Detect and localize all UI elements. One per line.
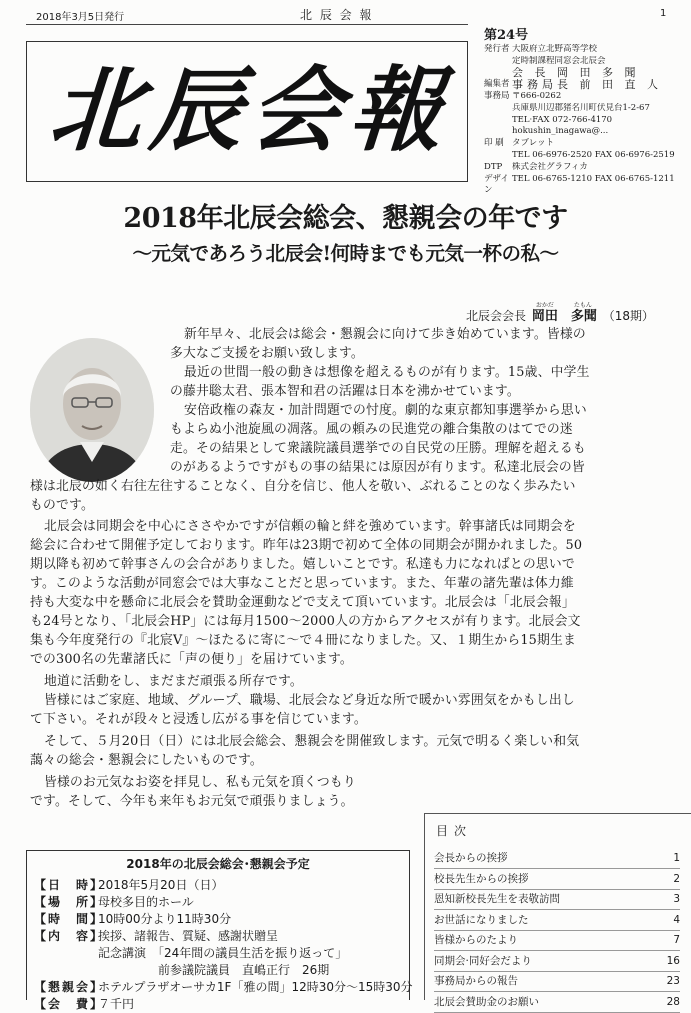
toc-item-title: 北辰会賛助金のお願い xyxy=(434,995,539,1008)
publisher-info-value: 会 長 岡 田 多 聞 xyxy=(512,67,640,80)
schedule-row-value: 母校多目的ホール xyxy=(98,895,194,909)
publisher-info-key xyxy=(484,103,512,115)
body-line: 皆様のお元気なお姿を拝見し、私も元気を頂くつもり xyxy=(44,775,356,790)
publisher-info-value: 大阪府立北野高等学校 xyxy=(512,43,598,54)
toc-item[interactable] xyxy=(434,930,680,951)
author-role: 北辰会会長 xyxy=(466,309,527,323)
toc-item-page: 3 xyxy=(673,893,680,905)
body-line: です。そして、今年も来年もお元気で頑張りましょう。 xyxy=(30,794,354,809)
publisher-info-key xyxy=(484,126,512,138)
schedule-row-value: 前参議院議員 直嶋正行 26期 xyxy=(98,963,330,977)
toc-item-title: 恩知新校長先生を表敬訪問 xyxy=(434,893,560,905)
toc-item-page: 4 xyxy=(673,913,680,926)
body-line: 総会に合わせて開催予定しております。昨年は23期で初めて全体の同期会が開かれました。50 xyxy=(30,538,583,553)
toc-item[interactable] xyxy=(434,910,680,931)
publisher-info-value: 定時制課程同窓会北辰会 xyxy=(512,55,606,66)
publisher-info-row xyxy=(484,126,684,138)
publisher-info-value: hokushin_inagawa@... xyxy=(512,126,609,137)
schedule-row-key: 【場 所】 xyxy=(34,895,105,909)
publisher-info-row xyxy=(484,150,684,162)
toc-item-title: お世話になりました xyxy=(434,913,529,926)
author-byline xyxy=(466,302,654,324)
body-line: 新年早々、北辰会は総会・懇親会に向けて歩き始めています。皆様の xyxy=(184,327,586,342)
author-ruby-given: たもん xyxy=(573,302,592,309)
schedule-row xyxy=(34,945,347,962)
body-line: も24号となり、「北辰会HP」には毎月1500～2000人の方からアクセスが有ります。北辰会文 xyxy=(30,614,581,629)
publisher-info-key: 発行者 xyxy=(484,43,510,54)
body-line: もよらぬ小池旋風の凋落。風の頼みの民進党の離合集散のはてでの迷 xyxy=(170,422,573,437)
schedule-row-key: 【内 容】 xyxy=(34,929,105,943)
schedule-row-value: 10時00分より11時30分 xyxy=(98,912,232,926)
toc-item-page: 16 xyxy=(666,954,680,967)
publisher-info-key xyxy=(484,67,512,79)
masthead-title: 北辰会報 xyxy=(46,56,454,164)
toc-item-page: 1 xyxy=(673,852,680,864)
schedule-row-value: 記念講演 「24年間の議員生活を振り返って」 xyxy=(98,946,348,960)
schedule-row-key: 【日 時】 xyxy=(34,878,105,892)
toc-item[interactable] xyxy=(434,951,680,972)
toc-item[interactable] xyxy=(434,869,680,890)
body-line: の藤井聡太君、張本智和君の活躍は日本を沸かせています。 xyxy=(170,384,520,399)
publisher-info-value: 〒666-0262 xyxy=(512,90,562,101)
schedule-row xyxy=(34,911,231,928)
publisher-info-row xyxy=(484,91,684,103)
publisher-info-key: 事務局 xyxy=(484,90,510,101)
toc-item-page: 2 xyxy=(673,872,680,885)
body-line: 多大なご支援をお願い致します。 xyxy=(170,346,364,361)
toc-title: 目次 xyxy=(436,824,473,838)
publisher-info-value: 株式会社グラフィカ xyxy=(512,161,588,172)
body-line: 北辰会は同期会を中心にささやかですが信頼の輪と絆を強めています。幹事諸氏は同期会を xyxy=(44,519,576,534)
toc-item-title: 皆様からのたより xyxy=(434,934,518,946)
body-line: 集も今年度発行の『北宸V』～ほたるに寄に～で４冊になりました。又、１期生から15期生ま xyxy=(30,633,576,648)
body-line: そして、５月20日（日）には北辰会総会、懇親会を開催致します。元気で明るく楽しい和気 xyxy=(44,734,580,749)
toc-item[interactable] xyxy=(434,992,680,1013)
schedule-row-key: 【時 間】 xyxy=(34,912,105,926)
body-line: のがあるようですがもの事の結果には原因が有ります。私達北辰会の皆 xyxy=(170,460,585,475)
toc-item-title: 校長先生からの挨拶 xyxy=(434,872,529,885)
body-line: ものです。 xyxy=(30,498,94,513)
publisher-info-row xyxy=(484,138,684,150)
toc-item-page: 7 xyxy=(673,934,680,946)
schedule-row-value: 2018年5月20日（日） xyxy=(98,878,224,892)
publisher-info-value: TEL 06-6765-1210 FAX 06-6765-1211 xyxy=(512,173,675,184)
publisher-info-row xyxy=(484,67,684,79)
publisher-info-value: タブレット xyxy=(512,138,555,149)
schedule-row-value: 挨拶、諸報告、質疑、感謝状贈呈 xyxy=(98,929,279,943)
issue-date: 2018年3月5日発行 xyxy=(36,12,125,23)
schedule-row-value: ホテルプラザオーサカ1F「雅の間」12時30分～15時30分 xyxy=(98,980,413,994)
toc-item-title: 同期会·同好会だより xyxy=(434,954,532,967)
toc-item-title: 事務局からの報告 xyxy=(434,975,518,987)
toc-item[interactable] xyxy=(434,971,680,992)
body-line: 地道に活動をし、まだまだ頑張る所存です。 xyxy=(44,674,303,689)
publisher-info-key: デザイン xyxy=(484,173,509,196)
toc-item-title: 会長からの挨拶 xyxy=(434,852,508,864)
schedule-row-key: 【懇親会】 xyxy=(34,980,105,994)
publisher-info-key: 編集者 xyxy=(484,79,510,90)
schedule-row xyxy=(34,877,223,894)
schedule-row-key xyxy=(34,962,98,979)
publisher-info-row xyxy=(484,174,684,198)
publisher-info-row xyxy=(484,162,684,174)
publisher-info-key: DTP xyxy=(484,161,503,172)
body-line: す。このような活動が同窓会では大事なことだと思っています。また、年輩の諸先輩は体力維 xyxy=(30,576,574,591)
portrait-photo xyxy=(30,338,154,482)
headline-title: 2018年北辰会総会、懇親会の年です xyxy=(123,203,568,234)
publisher-info-value: TEL 06-6976-2520 FAX 06-6976-2519 xyxy=(512,149,675,160)
publisher-info-key xyxy=(484,150,512,162)
publisher-info-row xyxy=(484,103,684,115)
author-term: （18期） xyxy=(602,309,654,323)
body-line: 持も大変な中を懸命に北辰会を賛助金運動などで支えて頂いています。北辰会は「北辰会報」 xyxy=(30,595,575,610)
schedule-row xyxy=(34,979,413,996)
schedule-title: 2018年の北辰会総会･懇親会予定 xyxy=(126,857,310,871)
publisher-info-value: 事務局長 前 田 直 人 xyxy=(512,79,662,91)
toc-item[interactable] xyxy=(434,889,680,910)
body-line: での300名の先輩諸氏に「声の便り」を届けています。 xyxy=(30,652,353,667)
body-line: 様は北辰の如く右往左往することなく、自分を信じ、他人を敬い、ぶれることのなく歩みたい xyxy=(30,479,576,494)
schedule-row-key xyxy=(34,945,98,962)
author-name: 岡田 多聞 xyxy=(531,309,597,324)
publisher-info-row xyxy=(484,56,684,68)
publisher-info-key xyxy=(484,115,512,127)
body-line: 藹々の総会・懇親会にしたいものです。 xyxy=(30,753,263,768)
body-line: 走。その結果として衆議院議員選挙での自民党の圧勝。理解を超えるも xyxy=(170,441,586,456)
newsletter-name: 北 辰 会 報 xyxy=(300,8,374,22)
toc-item-page: 28 xyxy=(666,995,680,1008)
issue-number: 第24号 xyxy=(484,28,529,43)
schedule-row xyxy=(34,996,134,1013)
publisher-info-key: 印 刷 xyxy=(484,138,504,149)
toc-item[interactable] xyxy=(434,848,680,869)
body-line: て下さい。それが段々と浸透し広がる事を信じています。 xyxy=(30,712,367,727)
author-ruby-family: おかだ xyxy=(535,302,554,309)
publisher-info xyxy=(484,30,684,197)
publisher-info-row xyxy=(484,79,684,91)
schedule-row xyxy=(34,894,194,911)
header-rule xyxy=(26,24,468,25)
publisher-info-row xyxy=(484,115,684,127)
toc-item-page: 23 xyxy=(666,975,680,987)
publisher-info-value: 兵庫県川辺郡猪名川町伏見台1-2-67 xyxy=(512,102,650,113)
schedule-row xyxy=(34,928,278,945)
page-number: 1 xyxy=(660,8,667,19)
publisher-info-key xyxy=(484,56,512,68)
body-line: 最近の世間一般の動きは想像を超えるものが有ります。15歳、中学生 xyxy=(184,365,590,380)
schedule-row xyxy=(34,962,329,979)
body-line: 期以降も初めて幹事さんの会合がありました。嬉しいことです。私達も力になればとの思いで xyxy=(30,557,575,572)
publisher-info-row xyxy=(484,44,684,56)
body-line: 安倍政権の森友・加計問題での忖度。劇的な東京都知事選挙から思い xyxy=(184,403,587,418)
body-line: 皆様にはご家庭、地域、グループ、職場、北辰会など身近な所で暖かい雰囲気をかもし出し xyxy=(44,693,575,708)
schedule-row-value: ７千円 xyxy=(98,997,135,1011)
publisher-info-value: TEL·FAX 072-766-4170 xyxy=(512,114,613,125)
headline-subtitle: ～元気であろう北辰会!何時までも元気一杯の私～ xyxy=(132,242,559,265)
schedule-row-key: 【会 費】 xyxy=(34,997,105,1011)
